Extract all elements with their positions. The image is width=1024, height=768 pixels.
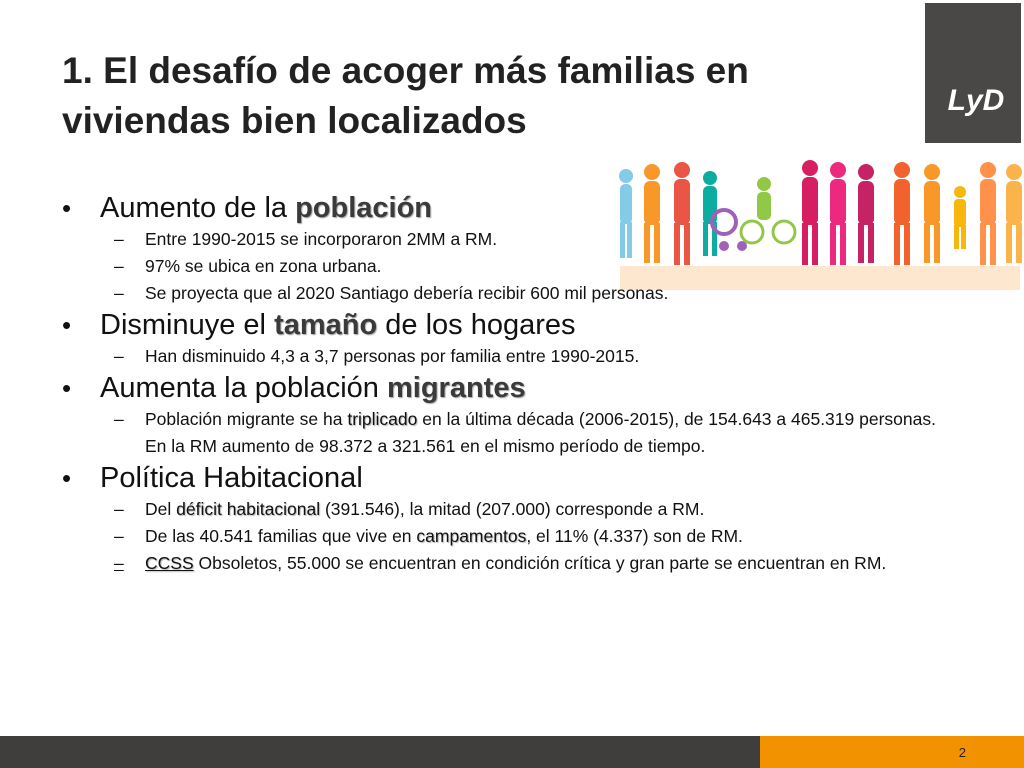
bullet-politica: • Política Habitacional [62,462,363,494]
highlight-campamentos: campamentos [416,526,527,546]
sub-bullet: – De las 40.541 familias que vive en campamentos, el 11% (4.337) son de RM. [114,526,743,546]
sub-bullet: – 97% se ubica en zona urbana. [114,256,382,276]
bullet-poblacion: • Aumento de la población [62,192,433,224]
highlight-deficit: déficit habitacional [176,499,321,519]
footer-accent-bar [760,736,1024,768]
sub-bullet: – Del déficit habitacional (391.546), la mitad (207.000) corresponde a RM. [114,499,705,519]
footer-bar [0,736,760,768]
highlight-tamano: tamaño [274,309,378,341]
logo-panel [925,3,1021,143]
bullet-list [62,190,952,577]
sub-bullet: – Entre 1990-2015 se incorporaron 2MM a RM. [114,229,498,249]
sub-bullet: – CCSS Obsoletos, 55.000 se encuentran en condición crítica y gran parte se encuentran en RM. [114,553,887,573]
highlight-poblacion: población [295,192,433,224]
highlight-triplicado: triplicado [347,409,418,429]
bullet-tamano: • Disminuye el tamaño de los hogares [62,309,576,341]
sub-bullet: – Han disminuido 4,3 a 3,7 personas por familia entre 1990-2015. [114,346,640,366]
highlight-ccss: CCSS [145,553,194,573]
sub-bullet: – Población migrante se ha triplicado en la última década (2006-2015), de 154.643 a 465.319 personas. En la RM aumento de 98.372 a 321.561 en el mismo período de tiempo. [114,409,936,456]
page-number: 2 [958,745,966,760]
logo-mark-text: LyD [947,84,1005,117]
highlight-migrantes: migrantes [386,372,526,404]
sub-bullet: – Se proyecta que al 2020 Santiago debería recibir 600 mil personas. [114,283,669,303]
slide-title: 1. El desafío de acoger más familias en viviendas bien localizados [62,50,749,141]
lyd-logo-icon [938,80,1014,120]
logo-tagline: LIBERTAD Y DESARROLLO [926,128,1022,136]
bullet-migrantes: • Aumenta la población migrantes [62,372,526,404]
